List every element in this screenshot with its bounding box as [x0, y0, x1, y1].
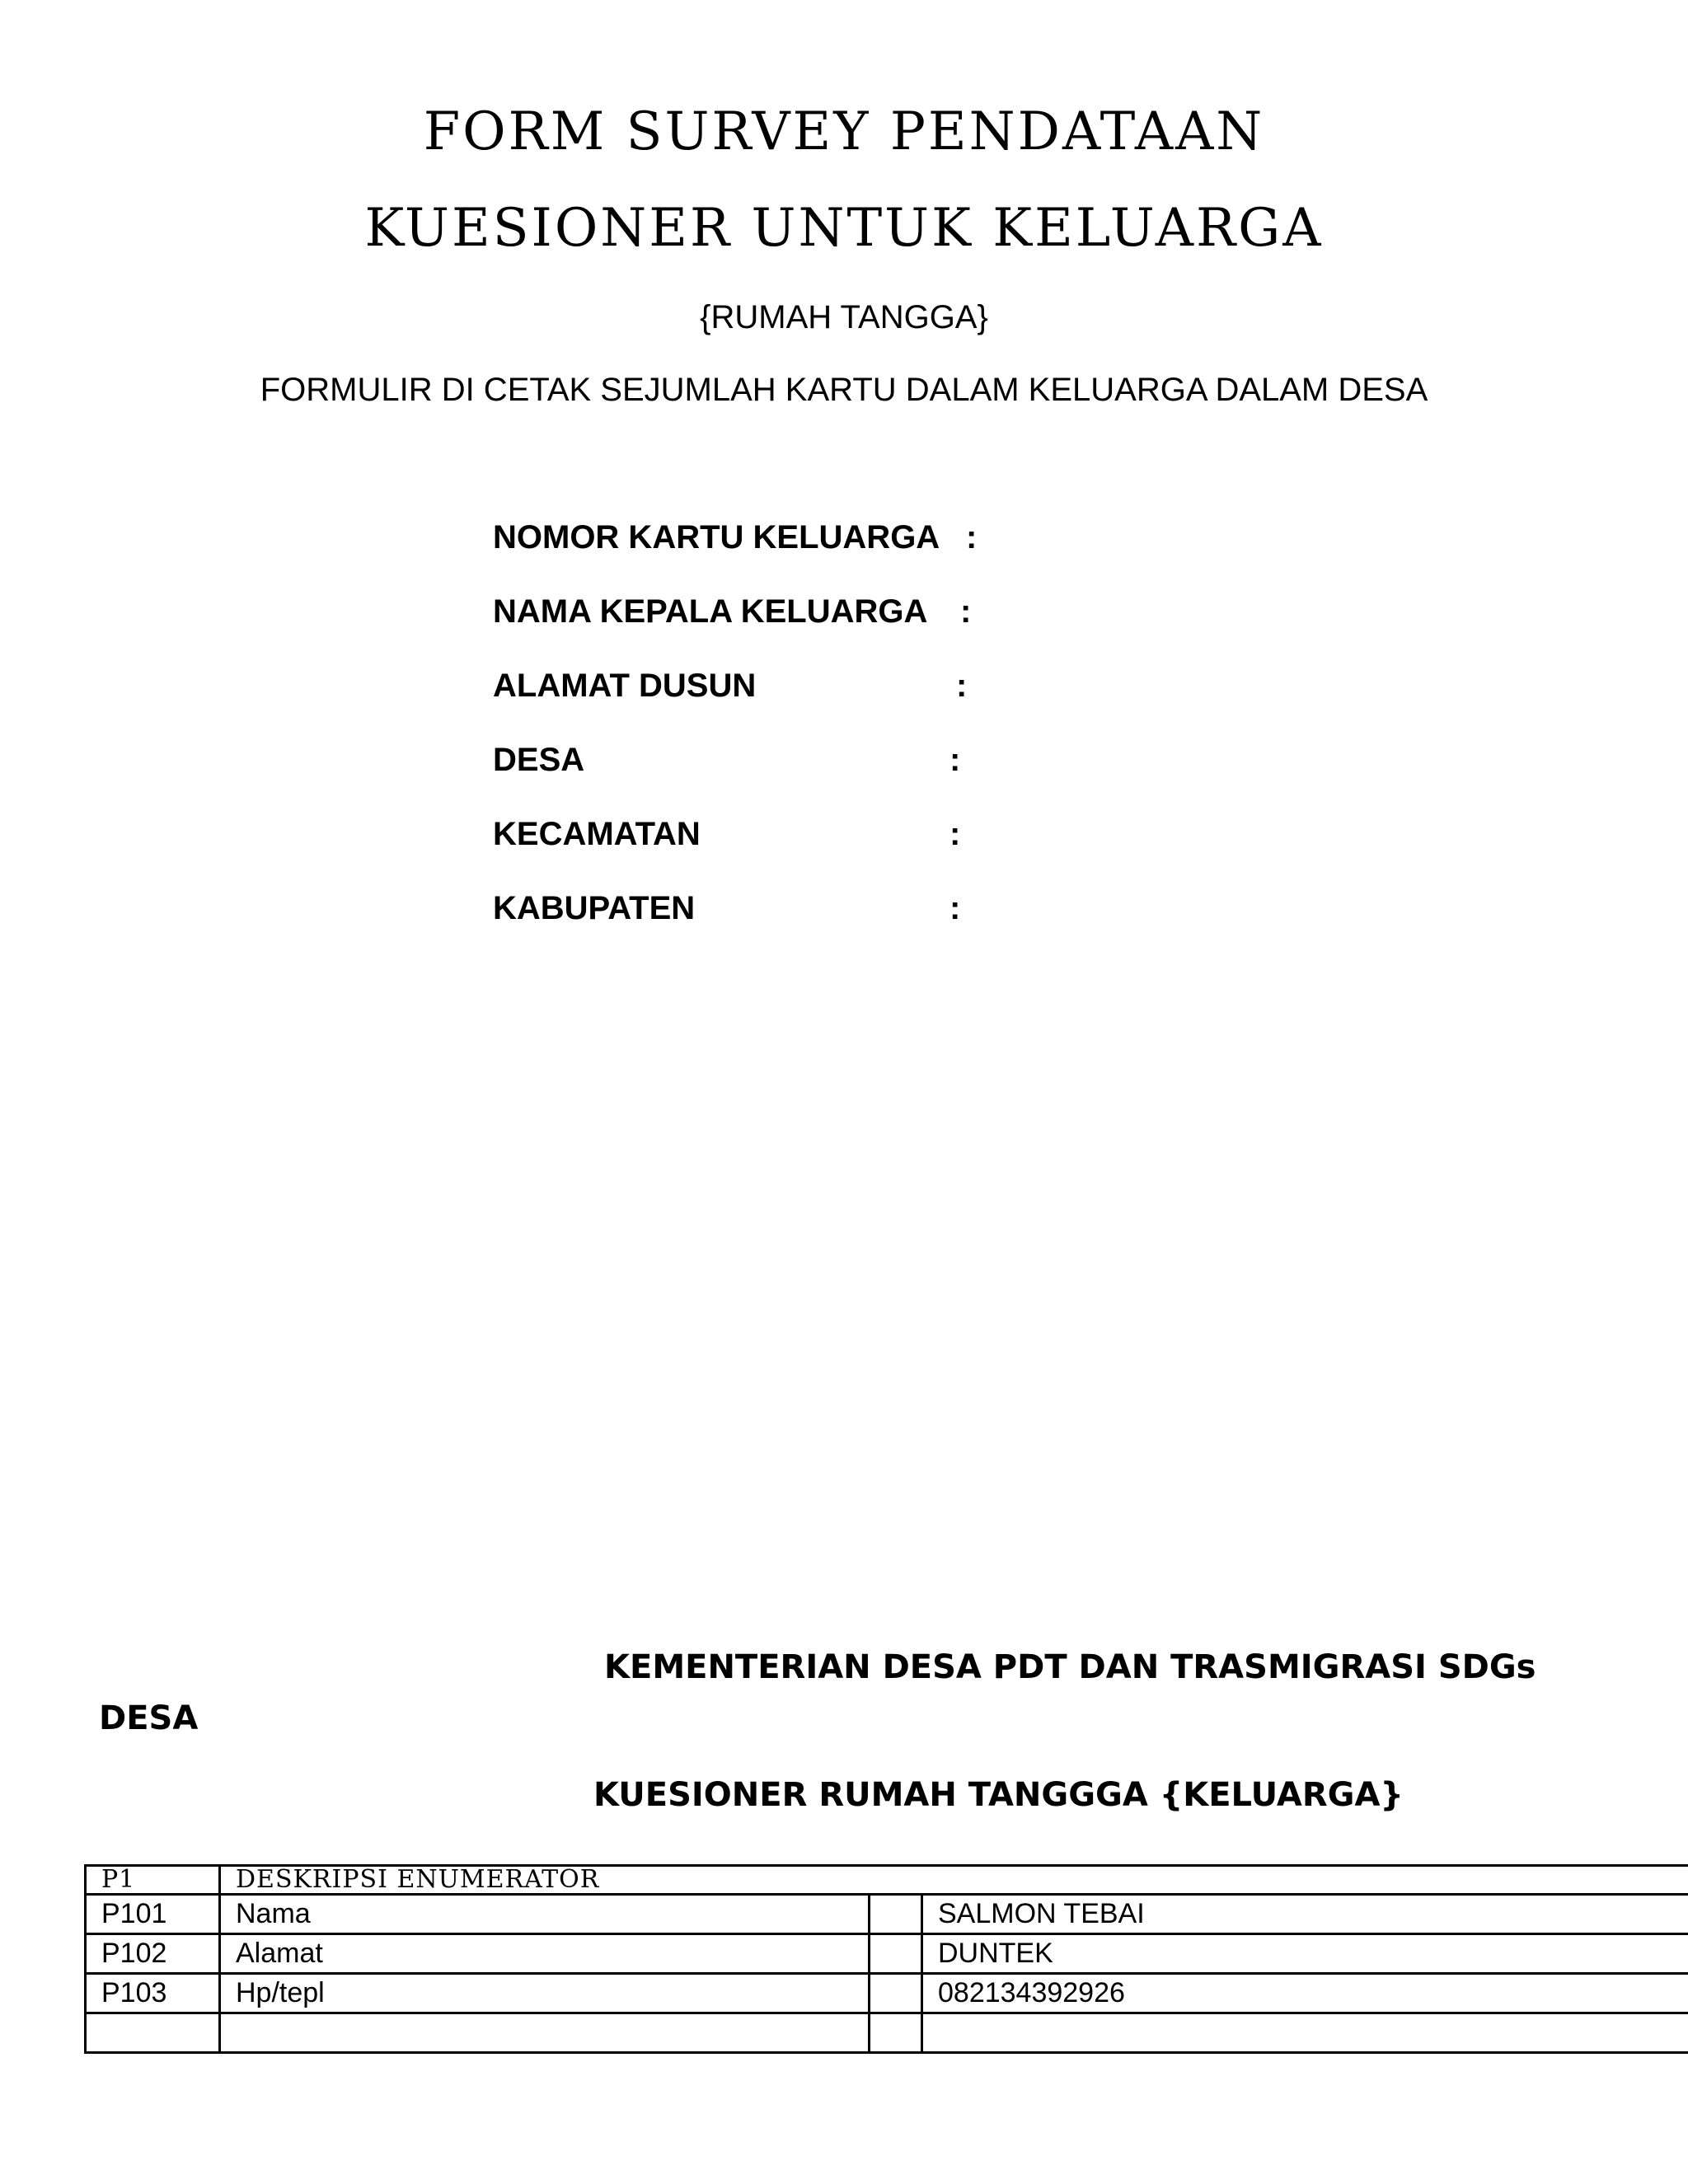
table-row: [86, 1895, 1688, 1934]
field-colon: :: [966, 519, 978, 555]
field-label-alamat-dusun: ALAMAT DUSUN: [493, 668, 757, 704]
cell-code: P101: [86, 1895, 220, 1934]
field-colon: :: [960, 593, 972, 630]
table-header-title: DESKRIPSI ENUMERATOR: [220, 1866, 1688, 1895]
field-label-nomor-kk: NOMOR KARTU KELUARGA: [493, 519, 940, 555]
field-colon: :: [950, 890, 961, 926]
cell-value: DUNTEK: [922, 1934, 1688, 1974]
field-label-desa: DESA: [493, 742, 585, 778]
ministry-heading-cont: DESA: [99, 1699, 199, 1737]
field-label-kecamatan: KECAMATAN: [493, 816, 701, 852]
household-label: {RUMAH TANGGA}: [700, 299, 988, 335]
form-title: FORM SURVEY PENDATAAN: [423, 101, 1265, 162]
cell-value: SALMON TEBAI: [922, 1895, 1688, 1934]
cell-label: Nama: [220, 1895, 870, 1934]
enumerator-table: [84, 1864, 1688, 2054]
field-colon: :: [950, 742, 961, 778]
cell-code: P102: [86, 1934, 220, 1974]
ministry-heading: KEMENTERIAN DESA PDT DAN TRASMIGRASI SDGs: [604, 1648, 1536, 1686]
cell-mid: [870, 1974, 922, 2013]
questionnaire-title: KUESIONER RUMAH TANGGGA {KELUARGA}: [593, 1776, 1404, 1814]
cell-mid: [870, 2013, 922, 2053]
table-row: [86, 1974, 1688, 2013]
field-label-kabupaten: KABUPATEN: [493, 890, 696, 926]
field-label-nama-kepala: NAMA KEPALA KELUARGA: [493, 593, 928, 630]
field-colon: :: [956, 668, 968, 704]
cell-label: Hp/tepl: [220, 1974, 870, 2013]
form-instruction: FORMULIR DI CETAK SEJUMLAH KARTU DALAM KELUARGA DALAM DESA: [260, 372, 1428, 408]
cell-code: [86, 2013, 220, 2053]
form-subtitle-title: KUESIONER UNTUK KELUARGA: [364, 198, 1324, 259]
cell-value: [922, 2013, 1688, 2053]
cell-value: 082134392926: [922, 1974, 1688, 2013]
cell-mid: [870, 1895, 922, 1934]
field-colon: :: [950, 816, 961, 852]
table-row: [86, 2013, 1688, 2053]
cell-mid: [870, 1934, 922, 1974]
table-row: [86, 1934, 1688, 1974]
cell-label: [220, 2013, 870, 2053]
cell-code: P103: [86, 1974, 220, 2013]
table-header-row: [86, 1866, 1688, 1895]
table-header-code: P1: [86, 1866, 220, 1895]
cell-label: Alamat: [220, 1934, 870, 1974]
